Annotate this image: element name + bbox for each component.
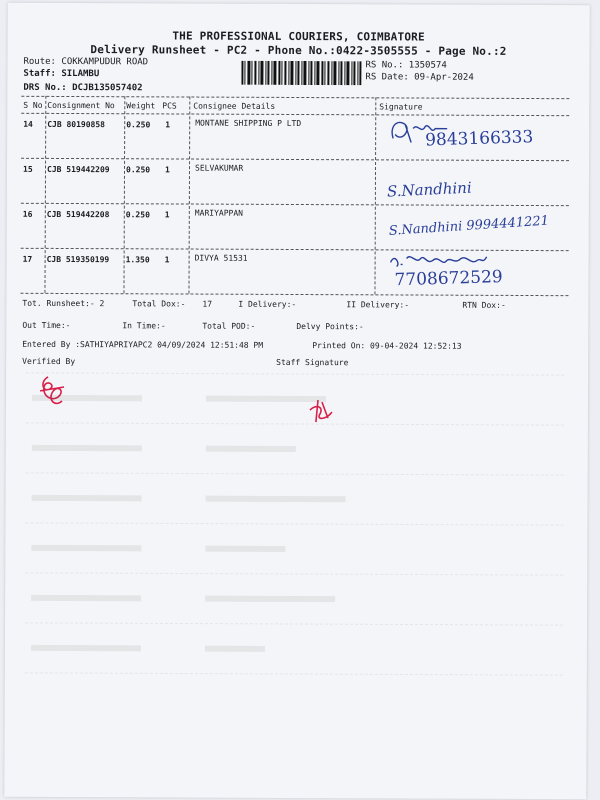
company-title: THE PROFESSIONAL COURIERS, COIMBATORE [172, 29, 425, 44]
drs-number: DRS No.: DCJB135057402 [23, 82, 143, 94]
entered-by: Entered By :SATHIYAPRIYAPC2 04/09/2024 12:51:48 PM [22, 339, 264, 350]
printed-on: Printed On: 09-04-2024 12:52:13 [312, 341, 462, 351]
signature-name-16: S.Nandhini 9994441221 [388, 213, 550, 239]
table-row-pcs: 1 [165, 120, 171, 130]
table-row-weight: 0.250 [125, 210, 150, 220]
table-row-consignment: CJB 80190858 [47, 119, 106, 130]
col-header-consignee: Consignee Details [193, 101, 276, 111]
route-label: Route: COKKAMPUDUR ROAD [23, 56, 149, 68]
table-row-weight: 1.350 [125, 255, 150, 265]
rs-number: RS No.: 1350574 [365, 60, 447, 71]
table-row-weight: 0.250 [125, 165, 151, 175]
table-row-pcs: 1 [164, 255, 170, 265]
signature-phone-17: 7708672529 [394, 267, 503, 291]
staff-label: Staff: SILAMBU [23, 68, 100, 80]
barcode-icon [241, 61, 361, 86]
table-row-pcs: 1 [164, 165, 170, 175]
col-header-pcs: PCS [162, 101, 177, 111]
total-pod-label: Total POD:- [202, 321, 256, 331]
signature-phone-14: 9843166333 [424, 127, 534, 151]
signature-name-15: S.Nandhini [386, 178, 473, 201]
rs-date: RS Date: 09-Apr-2024 [365, 72, 474, 83]
table-row-pcs: 1 [164, 210, 170, 220]
table-row-consignment: CJB 519442208 [46, 209, 110, 220]
col-header-consignment: Consignment No [47, 100, 115, 111]
col-header-sno: S No [23, 100, 43, 110]
ii-delivery-label: II Delivery:- [346, 300, 410, 310]
table-row-sno: 16 [22, 209, 33, 219]
staff-signature-label: Staff Signature [276, 357, 349, 368]
table-row-consignment: CJB 519350199 [46, 254, 110, 265]
table-row-consignee: DIVYA 51531 [194, 253, 248, 263]
verified-by-label: Verified By [22, 356, 76, 367]
col-header-signature: Signature [379, 102, 423, 112]
tot-runsheet: Tot. Runsheet:- 2 [22, 298, 105, 309]
in-time-label: In Time:- [122, 321, 166, 331]
table-row-consignee: MONTANE SHIPPING P LTD [195, 118, 302, 129]
table-row-consignee: SELVAKUMAR [194, 163, 244, 173]
rtn-dox-label: RTN Dox:- [462, 300, 506, 310]
runsheet-page [4, 3, 589, 800]
table-row-sno: 15 [22, 164, 33, 174]
out-time-label: Out Time:- [22, 320, 71, 331]
delvy-points-label: Delvy Points:- [296, 321, 364, 332]
col-header-weight: Weight [126, 101, 156, 111]
total-dox-label: Total Dox:- [132, 299, 186, 309]
table-row-sno: 14 [23, 119, 33, 129]
total-dox-value: 17 [202, 299, 213, 309]
table-row-weight: 0.250 [126, 120, 151, 130]
i-delivery-label: I Delivery:- [238, 299, 297, 309]
table-row-consignment: CJB 519442209 [46, 164, 110, 175]
runsheet-subtitle: Delivery Runsheet - PC2 - Phone No.:0422-3505555 - Page No.:2 [90, 43, 507, 58]
table-row-sno: 17 [22, 254, 33, 264]
show-through-icon [25, 323, 567, 705]
table-row-consignee: MARIYAPPAN [194, 208, 244, 218]
